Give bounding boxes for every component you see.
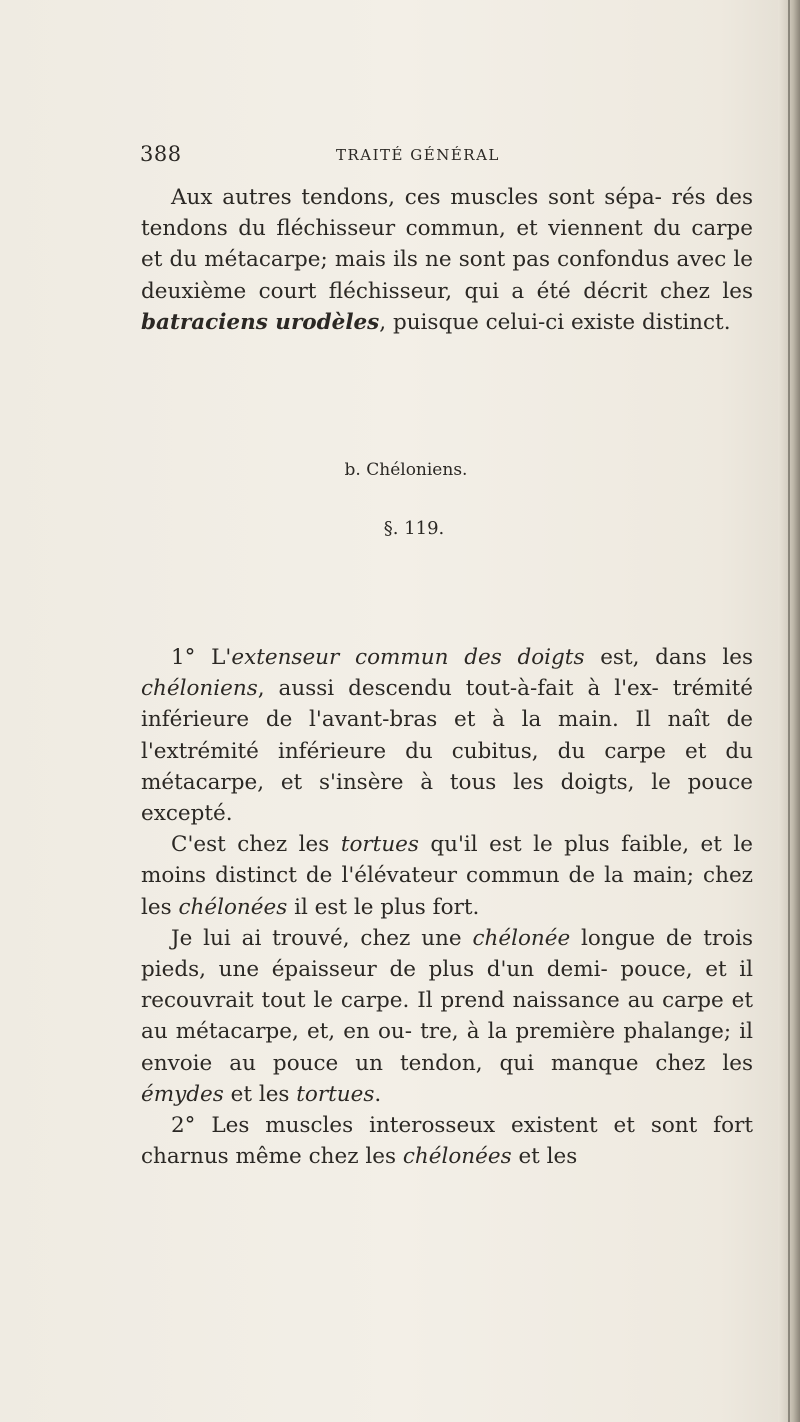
emphasis-text: chélonée <box>472 925 571 951</box>
paragraph-interosseux <box>141 1110 753 1172</box>
text-run: il est le plus fort. <box>287 894 480 920</box>
text-run: Je lui ai trouvé, chez une <box>171 925 473 951</box>
paragraph-marker <box>14 518 800 539</box>
page-header <box>140 142 620 172</box>
text-run: 2° Les muscles interosseux existent et sont fort charnus même chez les <box>141 1113 753 1170</box>
section-heading <box>6 460 800 480</box>
text-run: . <box>374 1081 382 1107</box>
emphasis-text: émydes <box>141 1081 224 1107</box>
page-number: 388 <box>140 142 182 166</box>
text-run: et les <box>223 1081 297 1107</box>
paragraph-marker-text: §. 119. <box>383 518 445 539</box>
text-run: , aussi descendu tout-à-fait à l'ex- trémité inférieure de l'avant-bras et à la main. Il naît de l'extrémité inférieure du cubitus, du carpe et du métacarpe, et s'insère à tous les doigts, le pouce excepté. <box>141 676 753 827</box>
emphasis-text: batraciens urodèles <box>141 309 380 335</box>
text-run: qu'il est le plus faible, et le moins distinct de l'élévateur commun de la main; chez les <box>141 832 753 920</box>
running-title: TRAITÉ GÉNÉRAL <box>336 146 500 164</box>
paragraph-extenseur <box>141 642 753 829</box>
binding-shadow <box>788 0 790 1422</box>
paragraph-text <box>141 182 753 338</box>
emphasis-text: tortues <box>296 1081 375 1107</box>
text-run: C'est chez les <box>171 832 341 858</box>
emphasis-text: tortues <box>340 832 419 858</box>
emphasis-text: chélonées <box>178 894 288 920</box>
text-run: longue de trois pieds, une épaisseur de plus d'un demi- pouce, et il recouvrait tout le carpe. Il prend naissance au carpe et au métacarpe, et, en ou- tre, à la première phalange; il envoie au pouce un tendon, qui manque chez les <box>141 925 753 1076</box>
main-text-block <box>141 642 753 1172</box>
paragraph-chelonee <box>141 923 753 1110</box>
text-run: et les <box>511 1144 578 1170</box>
emphasis-text: extenseur commun des doigts <box>231 645 585 670</box>
text-run: Aux autres tendons, ces muscles sont sépa- rés des tendons du fléchisseur commun, et viennent du carpe et du métacarpe; mais ils ne sont pas confondus avec le deuxième court fléchisseur, qui a été décrit chez les <box>141 185 753 304</box>
text-run: , puisque celui-ci existe distinct. <box>379 309 731 335</box>
emphasis-text: chéloniens <box>141 676 258 702</box>
paragraph-tortues <box>141 829 753 923</box>
section-heading-text: b. Chéloniens. <box>344 460 468 480</box>
emphasis-text: chélonées <box>402 1144 512 1170</box>
paragraph-intro <box>141 182 753 338</box>
text-run: est, dans les <box>584 645 753 670</box>
text-run: 1° L' <box>171 645 232 670</box>
